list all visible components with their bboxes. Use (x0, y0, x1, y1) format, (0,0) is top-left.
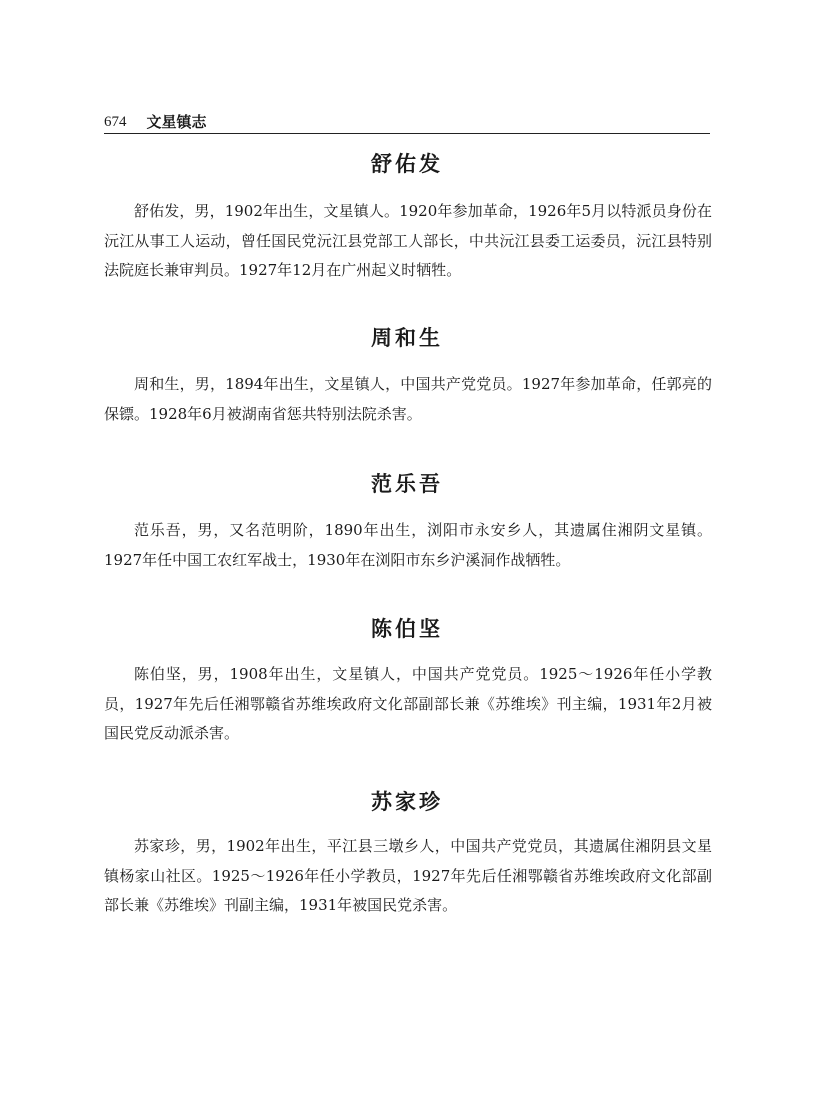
entry-body: 苏家珍，男，1902年出生，平江县三墩乡人，中国共产党党员，其遗属住湘阴县文星镇杨家山社区。1925～1926年任小学教员，1927年先后任湘鄂赣省苏维埃政府文化部副部长兼《苏维埃》刊副主编，1931年被国民党杀害。 (104, 837, 712, 914)
entry-title: 陈伯坚 (371, 617, 443, 641)
entry-body: 周和生，男，1894年出生，文星镇人，中国共产党党员。1927年参加革命，任郭亮的保镖。1928年6月被湖南省惩共特别法院杀害。 (104, 375, 712, 423)
entry-title: 舒佑发 (371, 152, 443, 176)
book-title: 文星镇志 (146, 113, 207, 131)
entry-body: 舒佑发，男，1902年出生，文星镇人。1920年参加革命，1926年5月以特派员身份在沅江从事工人运动，曾任国民党沅江县党部工人部长，中共沅江县委工运委员，沅江县特别法院庭长兼审判员。1927年12月在广州起义时牺牲。 (104, 202, 712, 279)
entry-title: 周和生 (371, 326, 443, 350)
page-number: 674 (104, 114, 127, 130)
entry-body: 范乐吾，男，又名范明阶，1890年出生，浏阳市永安乡人，其遗属住湘阴文星镇。1927年任中国工农红军战士，1930年在浏阳市东乡沪溪洞作战牺牲。 (104, 521, 712, 569)
entry-title: 苏家珍 (371, 790, 443, 814)
entry-title: 范乐吾 (371, 472, 443, 496)
entry-body: 陈伯坚，男，1908年出生，文星镇人，中国共产党党员。1925～1926年任小学教员，1927年先后任湘鄂赣省苏维埃政府文化部副部长兼《苏维埃》刊主编，1931年2月被国民党反动派杀害。 (104, 665, 712, 742)
running-header (104, 110, 710, 134)
